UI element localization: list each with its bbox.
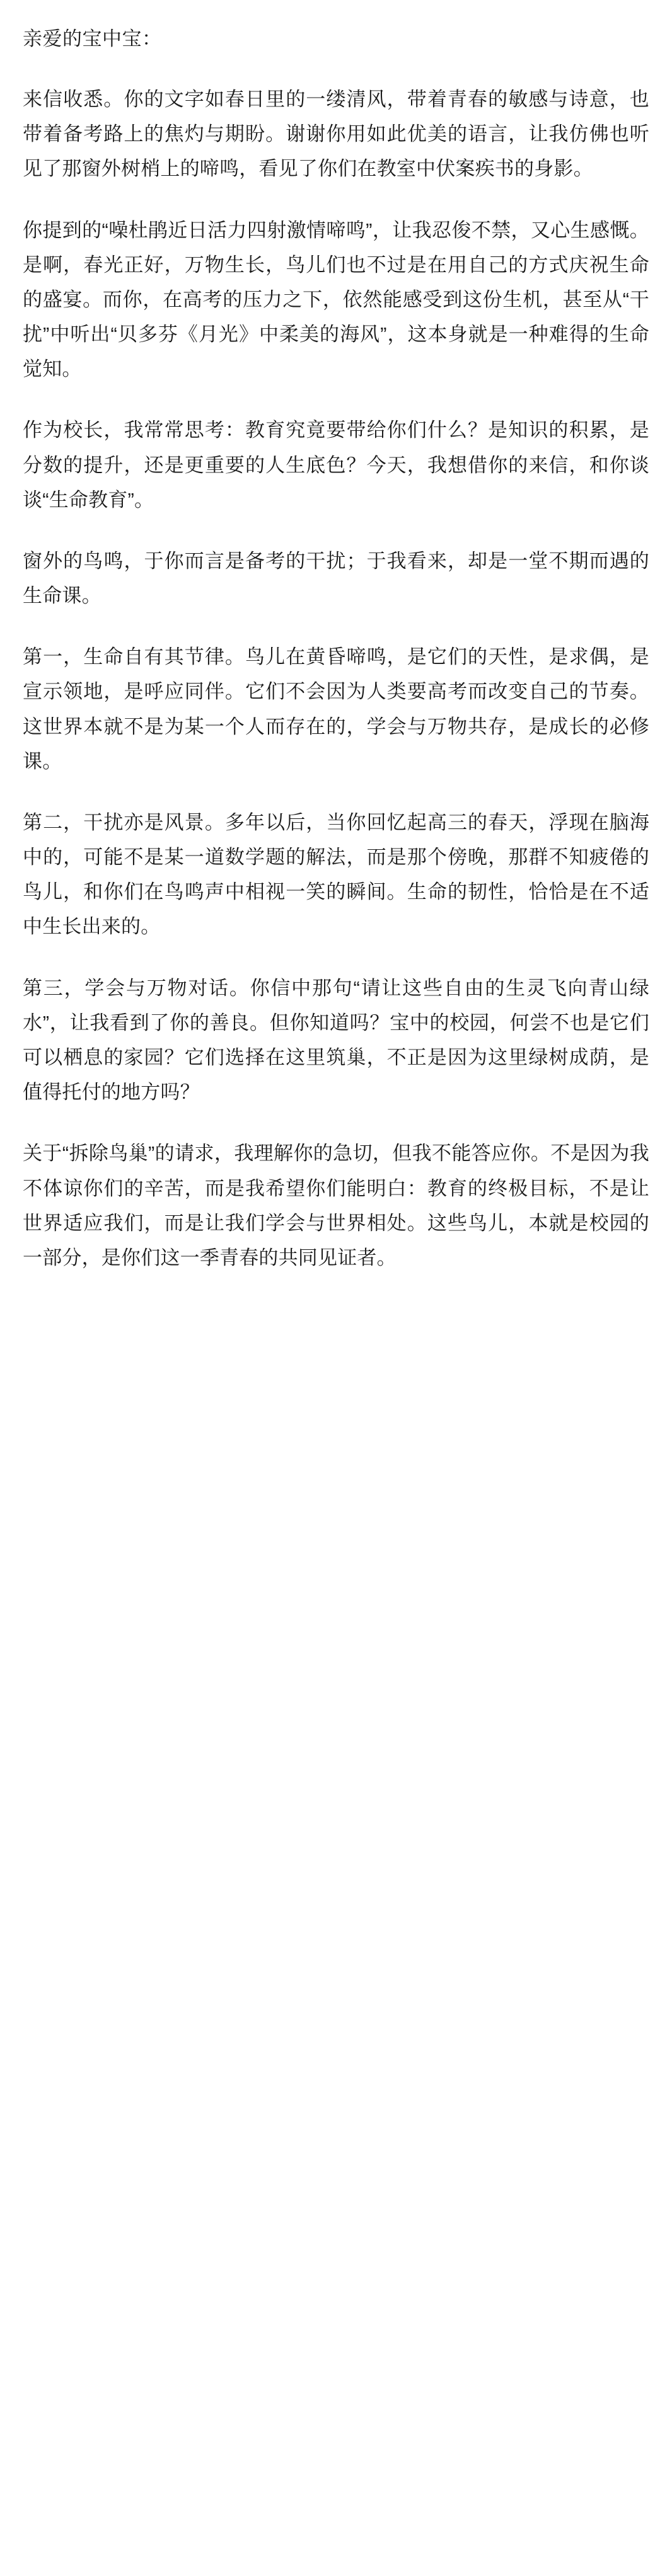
letter-paragraph: 窗外的鸟鸣，于你而言是备考的干扰；于我看来，却是一堂不期而遇的生命课。 xyxy=(23,549,649,607)
letter-paragraph: 作为校长，我常常思考：教育究竟要带给你们什么？是知识的积累，是分数的提升，还是更重要的人生底色？今天，我想借你的来信，和你谈谈“生命教育”。 xyxy=(23,419,649,511)
letter-paragraph: 第一，生命自有其节律。鸟儿在黄昏啼鸣，是它们的天性，是求偶，是宣示领地，是呼应同伴。它们不会因为人类要高考而改变自己的节奏。这世界本就不是为某一个人而存在的，学会与万物共存，是成长的必修课。 xyxy=(23,646,649,772)
letter-paragraph: 关于“拆除鸟巢”的请求，我理解你的急切，但我不能答应你。不是因为我不体谅你们的辛苦，而是我希望你们能明白：教育的终极目标，不是让世界适应我们，而是让我们学会与世界相处。这些鸟儿，本就是校园的一部分，是你们这一季青春的共同见证者。 xyxy=(23,1142,649,1269)
letter-paragraph: 来信收悉。你的文字如春日里的一缕清风，带着青春的敏感与诗意，也带着备考路上的焦灼与期盼。谢谢你用如此优美的语言，让我仿佛也听见了那窗外树梢上的啼鸣，看见了你们在教室中伏案疾书的身影。 xyxy=(23,88,649,180)
letter-paragraph: 第三，学会与万物对话。你信中那句“请让这些自由的生灵飞向青山绿水”，让我看到了你的善良。但你知道吗？宝中的校园，何尝不也是它们可以栖息的家园？它们选择在这里筑巢，不正是因为这里绿树成荫，是值得托付的地方吗？ xyxy=(23,976,649,1104)
letter-paragraph: 你提到的“噪杜鹃近日活力四射激情啼鸣”，让我忍俊不禁，又心生感慨。是啊，春光正好，万物生长，鸟儿们也不过是在用自己的方式庆祝生命的盛宴。而你，在高考的压力之下，依然能感受到这份生机，甚至从“干扰”中听出“贝多芬《月光》中柔美的海风”，这本身就是一种难得的生命觉知。 xyxy=(23,219,649,381)
letter-paragraph: 第二，干扰亦是风景。多年以后，当你回忆起高三的春天，浮现在脑海中的，可能不是某一道数学题的解法，而是那个傍晚，那群不知疲倦的鸟儿，和你们在鸟鸣声中相视一笑的瞬间。生命的韧性，恰恰是在不适中生长出来的。 xyxy=(23,811,649,938)
letter-salutation: 亲爱的宝中宝： xyxy=(23,28,162,50)
